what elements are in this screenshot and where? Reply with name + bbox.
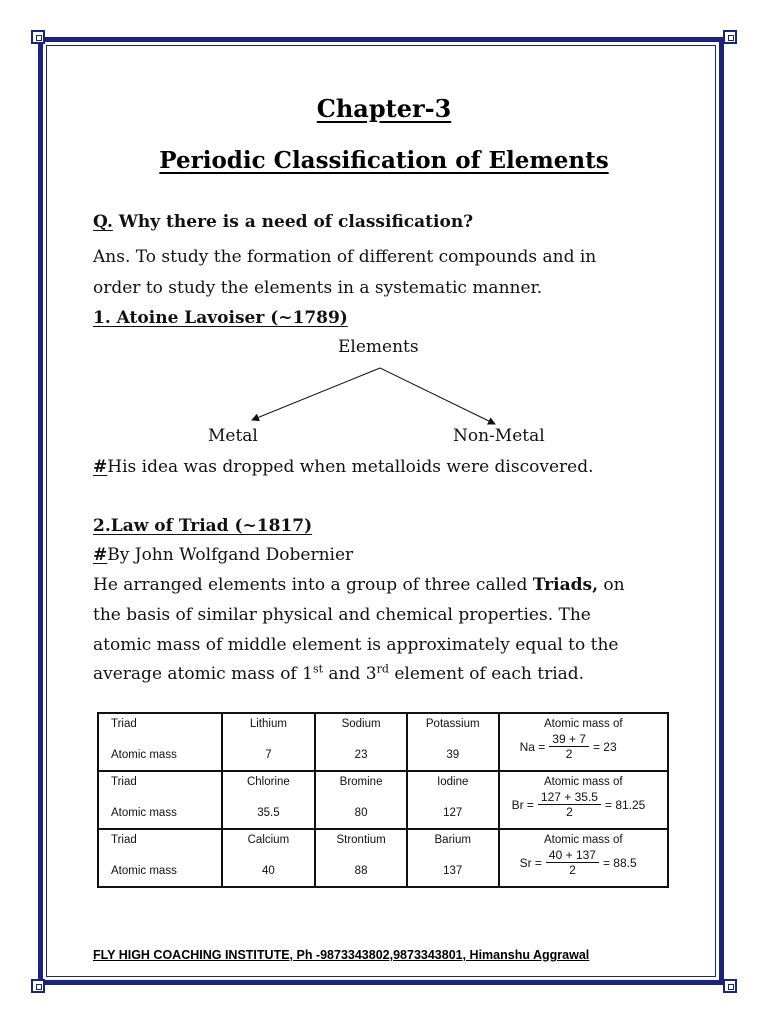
section-1-heading: 1. Atoine Lavoiser (~1789): [93, 308, 348, 328]
element-name: Bromine: [339, 776, 383, 788]
row-label-triad: Triad: [111, 718, 137, 730]
corner-ornament-top-left: [31, 30, 45, 44]
element-name: Iodine: [437, 776, 469, 788]
triads-table: [97, 712, 669, 888]
table-row: [98, 713, 668, 771]
question-text: Why there is a need of classification?: [112, 212, 474, 232]
section-2-author: #By John Wolfgand Dobernier: [93, 545, 354, 565]
corner-ornament-bottom-right: [723, 979, 737, 993]
element-name: Sodium: [341, 718, 381, 730]
section-2-para-line-3: atomic mass of middle element is approximately equal to the: [93, 635, 619, 655]
page-title: Periodic Classification of Elements: [159, 147, 609, 174]
tree-right-label: Non-Metal: [453, 426, 545, 446]
calc-title: Atomic mass of: [543, 718, 623, 730]
element-name: Chlorine: [246, 776, 290, 788]
arrow-to-non-metal: [380, 368, 495, 424]
section-2-heading: 2.Law of Triad (~1817): [93, 516, 313, 536]
row-label-triad: Triad: [111, 776, 137, 788]
element-name: Lithium: [249, 718, 287, 730]
element-name: Barium: [434, 834, 471, 846]
calc-title: Atomic mass of: [543, 776, 623, 788]
calc-title: Atomic mass of: [543, 834, 623, 846]
hash-mark: #: [93, 545, 108, 565]
question-prefix: Q.: [93, 212, 113, 232]
answer-line-1: Ans. To study the formation of different compounds and in: [93, 247, 597, 267]
corner-ornament-bottom-left: [31, 979, 45, 993]
row-label-atomic-mass: Atomic mass: [111, 807, 177, 819]
tree-left-label: Metal: [208, 426, 258, 446]
element-mass: 88: [354, 865, 368, 877]
tree-root-label: Elements: [338, 337, 419, 357]
hash-mark: #: [93, 457, 108, 477]
element-mass: 80: [354, 807, 368, 819]
element-mass: 35.5: [257, 807, 280, 819]
element-name: Strontium: [336, 834, 386, 846]
table-row: [98, 829, 668, 887]
section-2-para-line-1: He arranged elements into a group of three called Triads, on: [93, 575, 625, 595]
section-1-note: #His idea was dropped when metalloids were discovered.: [93, 457, 594, 477]
row-label-atomic-mass: Atomic mass: [111, 749, 177, 761]
question: [93, 212, 473, 232]
element-name: Potassium: [425, 718, 480, 730]
element-name: Calcium: [247, 834, 290, 846]
footer-credit: FLY HIGH COACHING INSTITUTE, Ph -9873343802,9873343801, Himanshu Aggrawal: [93, 948, 590, 962]
element-mass: 39: [446, 749, 460, 761]
element-mass: 23: [354, 749, 368, 761]
answer-line-2: order to study the elements in a systematic manner.: [93, 278, 543, 298]
arrow-to-metal: [252, 368, 380, 420]
element-mass: 7: [265, 749, 272, 761]
row-label-atomic-mass: Atomic mass: [111, 865, 177, 877]
section-2-para-line-2: the basis of similar physical and chemical properties. The: [93, 605, 591, 625]
calc-formula: Br = $\frac{127 + 35.5}{2}$ = 81.25: [511, 790, 646, 819]
section-2-para-line-4: average atomic mass of 1st and 3rd element of each triad.: [93, 662, 585, 684]
row-label-triad: Triad: [111, 834, 137, 846]
element-mass: 127: [443, 807, 463, 819]
corner-ornament-top-right: [723, 30, 737, 44]
element-mass: 137: [443, 865, 463, 877]
calc-formula: Na = $\frac{39 + 7}{2}$ = 23: [519, 732, 617, 761]
chapter-title: Chapter-3: [316, 94, 452, 123]
element-mass: 40: [262, 865, 275, 877]
calc-formula: Sr = $\frac{40 + 137}{2}$ = 88.5: [519, 848, 637, 877]
table-row: [98, 771, 668, 829]
classification-tree-arrows: [240, 362, 510, 428]
